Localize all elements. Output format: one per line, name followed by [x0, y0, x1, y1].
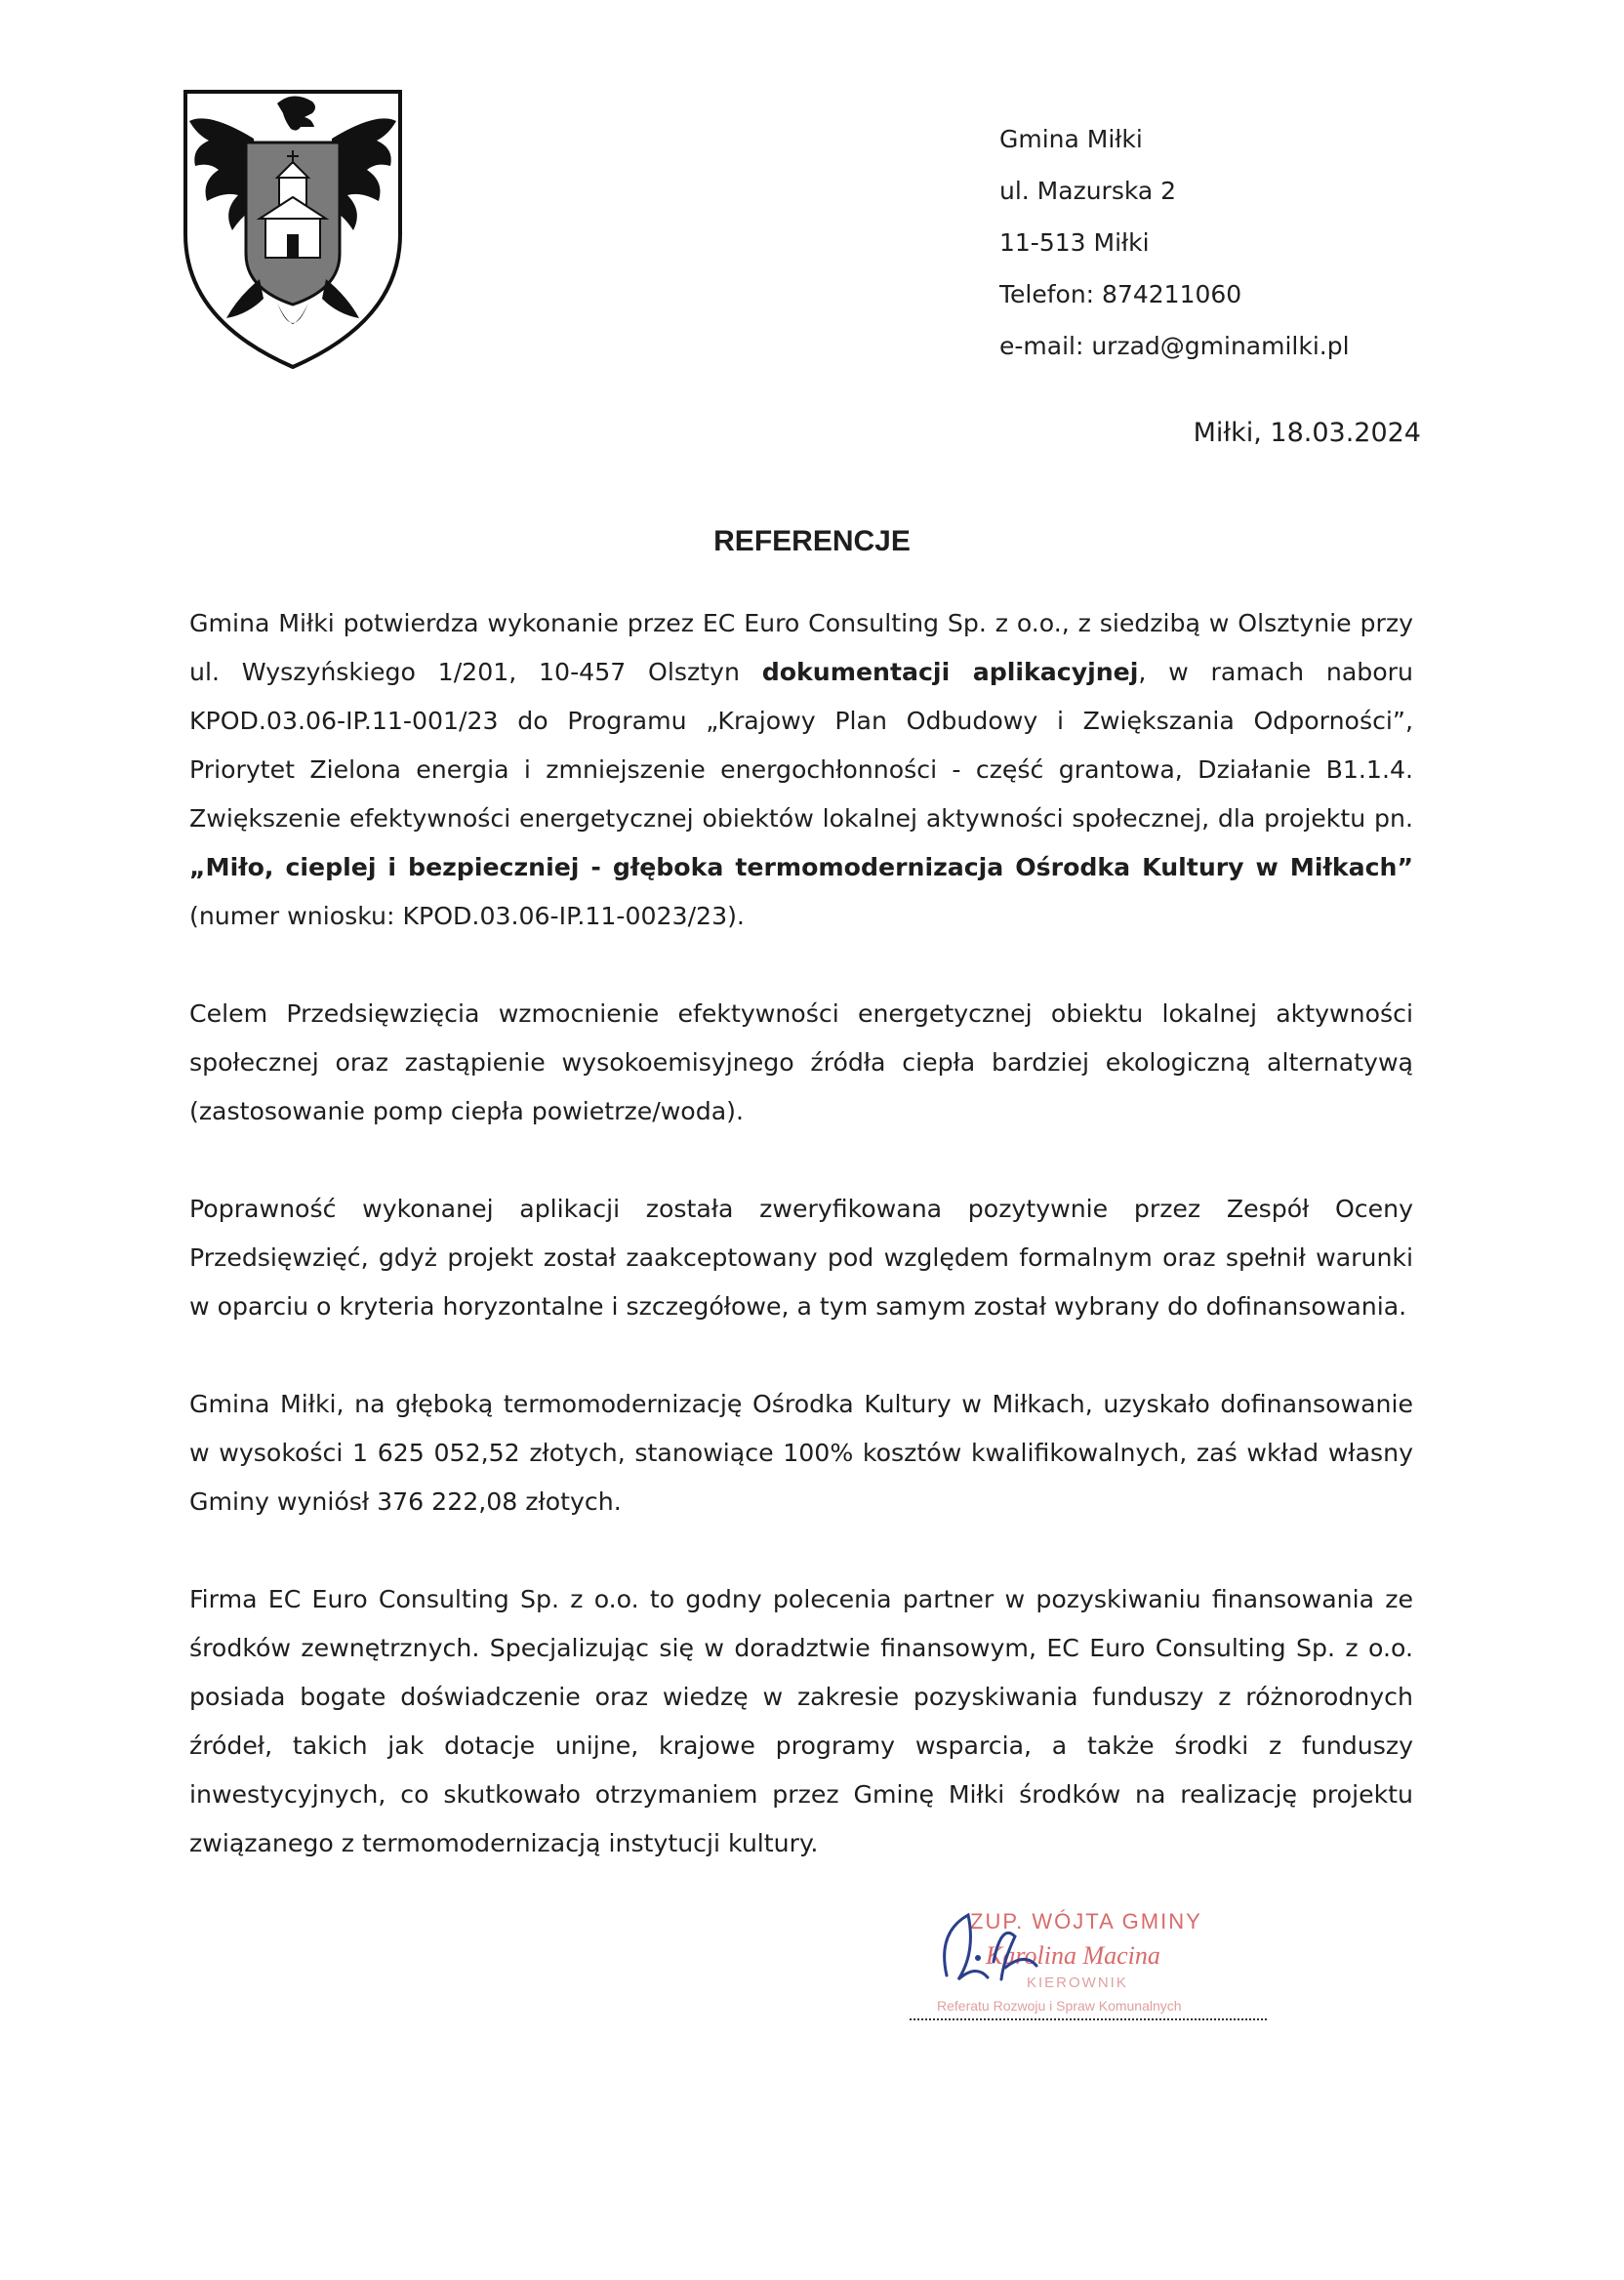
p1-bold-b: „Miło, cieplej i bezpieczniej - głęboka termomodernizacja Ośrodka Kultury w Miłkach”	[189, 853, 1413, 881]
paragraph-2: Celem Przedsięwzięcia wzmocnienie efektywności energetycznej obiektu lokalnej aktywności społecznej oraz zastąpienie wysokoemisyjnego źródła ciepła bardziej ekologiczną alternatywą (zastosowanie pomp ciepła powietrze/woda).	[189, 999, 1413, 1125]
paragraph-5: Firma EC Euro Consulting Sp. z o.o. to godny polecenia partner w pozyskiwaniu finansowania ze środków zewnętrznych. Specjalizując się w doradztwie finansowym, EC Euro Consulting Sp. z o.o. posiada bogate doświadczenie oraz wiedzę w zakresie pozyskiwania funduszy z różnorodnych źródeł, takich jak dotacje unijne, krajowe programy wsparcia, a także środki z funduszy inwestycyjnych, co skutkowało otrzymaniem przez Gminę Miłki środków na realizację projektu związanego z termomodernizacją instytucji kultury.	[189, 1585, 1413, 1857]
paragraph-1	[189, 599, 1413, 941]
stamp-line-3: KIEROWNIK	[1027, 1975, 1128, 1991]
document-body	[189, 599, 1413, 1917]
p1-text-c: (numer wniosku: KPOD.03.06-IP.11-0023/23).	[189, 902, 745, 930]
email-address: e-mail: urzad@gminamilki.pl	[999, 332, 1350, 360]
phone-number: Telefon: 874211060	[999, 280, 1242, 308]
document-date: Miłki, 18.03.2024	[1193, 418, 1421, 448]
municipality-name: Gmina Miłki	[999, 125, 1143, 153]
p1-bold-a: dokumentacji aplikacyjnej	[761, 658, 1139, 686]
stamp-line-2: Karolina Macina	[986, 1941, 1160, 1970]
paragraph-4: Gmina Miłki, na głęboką termomodernizację Ośrodka Kultury w Miłkach, uzyskało dofinansowanie w wysokości 1 625 052,52 złotych, stanowiące 100% kosztów kwalifikowalnych, zaś wkład własny Gminy wyniósł 376 222,08 złotych.	[189, 1390, 1413, 1516]
stamp-line-1: ZUP. WÓJTA GMINY	[970, 1909, 1202, 1934]
coat-of-arms-icon	[180, 88, 406, 371]
paragraph-3: Poprawność wykonanej aplikacji została zweryfikowana pozytywnie przez Zespół Oceny Przedsięwzięć, gdyż projekt został zaakceptowany pod względem formalnym oraz spełnił warunki w oparciu o kryteria horyzontalne i szczegółowe, a tym samym został wybrany do dofinansowania.	[189, 1195, 1413, 1321]
p1-text-b: , w ramach naboru KPOD.03.06-IP.11-001/23 do Programu „Krajowy Plan Odbudowy i Zwiększania Odporności”, Priorytet Zielona energia i zmniejszenie energochłonności - część grantowa, Działanie B1.1.4. Zwiększenie efektywności energetycznej obiektów lokalnej aktywności społecznej, dla projektu pn.	[189, 658, 1413, 833]
document-title: REFERENCJE	[713, 525, 911, 557]
stamp-line-4: Referatu Rozwoju i Spraw Komunalnych	[937, 1998, 1182, 2014]
address-street: ul. Mazurska 2	[999, 177, 1177, 205]
address-postal: 11-513 Miłki	[999, 228, 1150, 257]
signature-stamp	[908, 1893, 1279, 2030]
municipality-address	[999, 113, 1350, 372]
p1-text-a: Gmina Miłki potwierdza wykonanie przez EC Euro Consulting Sp. z o.o., z siedzibą w Olsztynie przy ul. Wyszyńskiego 1/201, 10-457 Olsztyn	[189, 609, 1413, 686]
signature-line	[910, 2018, 1267, 2020]
